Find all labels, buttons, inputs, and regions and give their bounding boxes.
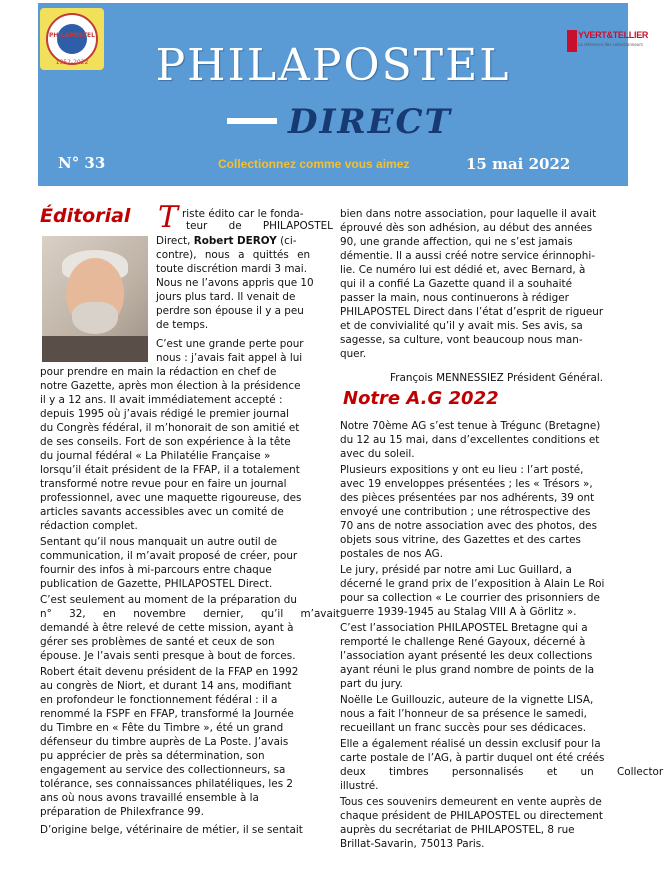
publication-title: PHILAPOSTEL [155,40,511,91]
ag-line: C’est l’association PHILAPOSTEL Bretagne qui a [340,622,588,634]
ag-line: Plusieurs expositions y ont eu lieu : l’art posté, [340,464,584,476]
editorial-line: PHILAPOSTEL Direct dans l’état d’esprit de rigueur [340,306,604,318]
motto: Collectionnez comme vous aimez [218,157,410,171]
editorial-line: quer. [340,348,367,360]
editorial-line: lie. Ce numéro lui est dédié et, avec Bernard, à [340,264,586,276]
editorial-line: ans où nous avons travaillé ensemble à la [40,792,259,804]
editorial-line: Robert était devenu président de la FFAP en 1992 [40,666,299,678]
ag-line: du 12 au 15 mai, dans d’excellentes conditions et [340,434,600,446]
editorial-line: épouse. Je l’avais senti presque à bout de forces. [40,650,296,662]
editorial-heading: Éditorial [40,205,131,227]
editorial-line: communication, il m’avait proposé de créer, pour [40,550,298,562]
ag-line: chaque président de PHILAPOSTEL ou directement [340,810,603,822]
yvert-tagline: La référence des collectionneurs [578,42,644,47]
editorial-line: notre Gazette, après mon élection à la présidence [40,380,301,392]
editorial-line: gérer ses problèmes de santé et ceux de son [40,636,275,648]
editorial-line: qui il a confié La Gazette quand il a souhaité [340,278,573,290]
editorial-line: bien dans notre association, pour laquelle il avait [340,208,597,220]
ag-line: avec du soleil. [340,448,415,460]
editorial-line: D’origine belge, vétérinaire de métier, il se sentait [40,824,303,836]
editorial-line: depuis 1995 où j’avais rédigé le premier journal [40,408,289,420]
editorial-line: du Timbre en « Fête du Timbre », été un grand [40,722,284,734]
logo-text: PHILAPOSTEL [49,32,95,39]
photo-shirt [42,336,148,362]
ag-line: objets sous vitrine, des Gazettes et des cartes [340,534,581,546]
editorial-line: renommé la FSPF en FFAP, transformé la Journée [40,708,294,720]
ag-line: l’association ayant présenté les deux collections [340,650,593,662]
editorial-line: Sentant qu’il nous manquait un autre outil de [40,536,277,548]
editorial-line: en profondeur le fonctionnement fédéral : il a [40,694,278,706]
photo-beard [72,302,118,334]
editorial-line: du Congrès fédéral, il m’honorait de son amitié et [40,422,300,434]
editorial-line: Direct, Robert DEROY (ci- [156,235,297,247]
editorial-line: articles savants accessibles avec un comité de [40,506,284,518]
editorial-line: C’est une grande perte pour [156,338,304,350]
ag-line: décerné le grand prix de l’exposition à Alain Le Roi [340,578,605,590]
editorial-line: pour prendre en main la rédaction en chef de [40,366,277,378]
yvert-brand: YVERT&TELLIER [578,30,649,40]
editorial-line: 90, une grande affection, qui ne s’est jamais [340,236,573,248]
editorial-line: au congrès de Niort, et durant 14 ans, modifiant [40,680,292,692]
editorial-line: passer la main, nous continuerons à rédiger [340,292,569,304]
ag-heading: Notre A.G 2022 [343,388,499,409]
founder-name: Robert DEROY [193,235,277,247]
editorial-line: Nous ne l’avons appris que 10 [156,277,314,289]
ag-line: nous a fait l’honneur de sa présence le samedi, [340,708,587,720]
editorial-line: pu apprécier de près sa détermination, son [40,750,265,762]
issue-number: N° 33 [58,154,106,172]
editorial-line: riste édito car le fonda- [182,208,304,220]
editorial-line: fournir des infos à mi-parcours entre chaque [40,564,272,576]
editorial-line: C’est seulement au moment de la préparation du [40,594,297,606]
editorial-line: demandé à être relevé de cette mission, ayant à [40,622,294,634]
editorial-line: démentie. Il a aussi créé notre service érinnophi- [340,250,595,262]
editorial-line: transformé notre revue pour en faire un journal [40,478,287,490]
issue-date: 15 mai 2022 [466,155,571,173]
editorial-dropcap: T [158,200,179,235]
editorial-line: toute discrétion mardi 3 mai. [156,263,307,275]
editorial-signature: François MENNESSIEZ Président Général. [390,372,604,384]
ag-line: avec 19 enveloppes présentées ; les « Trésors », [340,478,593,490]
ag-line: Le jury, présidé par notre ami Luc Guillard, a [340,564,572,576]
editorial-line: du journal fédéral « La Philatélie Française » [40,450,271,462]
editorial-line: perdre son épouse il y a peu [156,305,304,317]
editorial-line: professionnel, avec une maquette rigoureuse, des [40,492,302,504]
logo-years: 1952-2022 [55,59,89,66]
editorial-line: sagesse, sa culture, vont beaucoup nous man- [340,334,583,346]
editorial-line: et de convivialité qu’il y avait mis. Ses avis, sa [340,320,583,332]
editorial-line: défenseur du timbre auprès de La Poste. J’avais [40,736,289,748]
ag-line: Tous ces souvenirs demeurent en vente auprès de [340,796,602,808]
editorial-line: préparation de Philexfrance 99. [40,806,204,818]
ag-line: postales de nos AG. [340,548,444,560]
ag-line: ayant réuni le plus grand nombre de points de la [340,664,595,676]
ag-line: part du jury. [340,678,403,690]
publication-subtitle: DIRECT [288,102,452,142]
editorial-line: tolérance, ses connaissances philatéliques, les 2 [40,778,294,790]
editorial-line: lorsqu’il était président de la FFAP, il a totalement [40,464,300,476]
ag-line: Brillat-Savarin, 75013 Paris. [340,838,485,850]
editorial-line: teur de PHILAPOSTEL [186,220,333,232]
ag-line: envoyé une contribution ; une rétrospective des [340,506,591,518]
ag-line: guerre 1939-1945 au Stalag VIII A à Görlitz ». [340,606,577,618]
editorial-line: éprouvé dès son adhésion, au début des années [340,222,593,234]
ag-line: recueillant un franc succès pour ses dédicaces. [340,722,587,734]
editorial-line: publication de Gazette, PHILAPOSTEL Direct. [40,578,273,590]
ag-line: 70 ans de notre association avec des photos, des [340,520,597,532]
ag-line: Notre 70ème AG s’est tenue à Trégunc (Bretagne) [340,420,601,432]
ag-line: deux timbres personnalisés et un Collector [340,766,664,778]
title-dash [227,118,277,124]
editorial-line: engagement au service des collectionneurs, sa [40,764,286,776]
ag-line: des pièces présentées par nos adhérents, 39 ont [340,492,595,504]
ag-line: auprès du secrétariat de PHILAPOSTEL, 8 rue [340,824,575,836]
editorial-line: nous : j’avais fait appel à lui [156,352,303,364]
editorial-line: de temps. [156,319,209,331]
editorial-line: il y a 12 ans. Il avait immédiatement accepté : [40,394,283,406]
ag-line: Elle a également réalisé un dessin exclusif pour la [340,738,601,750]
editorial-line: de ses conseils. Fort de son expérience à la tête [40,436,291,448]
portrait-photo [42,236,148,362]
ag-line: carte postale de l’AG, à partir duquel ont été créés [340,752,605,764]
editorial-line: n° 32, en novembre dernier, qu’il m’avait [40,608,340,620]
ag-line: remporté le challenge René Gayoux, décerné à [340,636,586,648]
editorial-line: jours plus tard. Il venait de [156,291,296,303]
editorial-line: rédaction complet. [40,520,138,532]
editorial-line: contre), nous a quittés en [156,249,311,261]
ag-line: Noëlle Le Guillouzic, auteure de la vignette LISA, [340,694,594,706]
ag-line: illustré. [340,780,379,792]
ag-line: pour sa collection « Le courrier des prisonniers de [340,592,600,604]
